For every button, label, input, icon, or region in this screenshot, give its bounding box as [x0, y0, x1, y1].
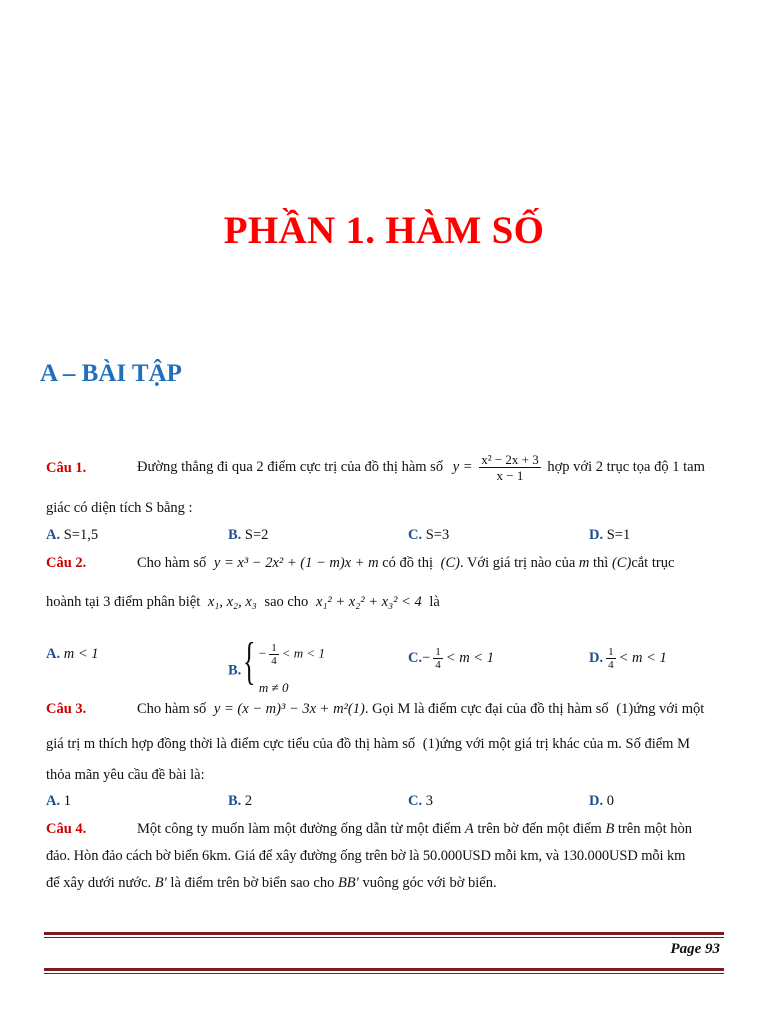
- q1-frac-num: x² − 2x + 3: [481, 452, 539, 467]
- q1-text-before: Đường thẳng đi qua 2 điểm cực trị của đồ thị hàm số: [137, 458, 444, 475]
- q1-option-a: A. S=1,5: [46, 527, 99, 543]
- section-title: A – BÀI TẬP: [40, 360, 182, 387]
- footer-rule-top-thin: [44, 937, 724, 938]
- q3-line2: giá trị m thích hợp đồng thời là điểm cực tiểu của đồ thị hàm số (1)ứng với một giá trị khác của m. Số điểm M: [46, 736, 690, 752]
- q3-line1: Cho hàm số y = (x − m)³ − 3x + m²(1). Gọi M là điểm cực đại của đồ thị hàm số (1)ứng với một: [137, 701, 705, 717]
- q1-option-b: B. S=2: [228, 527, 269, 543]
- q1-fraction: [479, 452, 541, 483]
- q3-label: Câu 3.: [46, 701, 87, 717]
- q2-function: y = x³ − 2x² + (1 − m)x + m: [213, 555, 379, 571]
- q2-b-brace: {: [242, 633, 256, 690]
- page-number: Page 93: [670, 941, 720, 957]
- q1-option-d: D. S=1: [589, 527, 631, 543]
- q3-option-b: B. 2: [228, 793, 253, 809]
- q2-vars: x₁, x₂, x₃: [207, 594, 257, 610]
- footer-rule-bottom: [44, 968, 724, 971]
- q2-option-d: D. $\frac{1}{4}$ < m < 1: [589, 646, 667, 671]
- part-title: PHẦN 1. HÀM SỐ: [223, 209, 545, 252]
- q3-line3: thỏa mãn yêu cầu đề bài là:: [46, 767, 205, 783]
- q4-line2: đảo. Hòn đảo cách bờ biển 6km. Giá để xây đường ống trên bờ là 50.000USD mỗi km, và 130.000USD mỗi km: [46, 848, 686, 864]
- q1-option-c: C. S=3: [408, 527, 450, 543]
- q4-line1: Một công ty muốn làm một đường ống dẫn từ một điểm A trên bờ đến một điểm B trên một hòn: [137, 821, 693, 837]
- q2-line2: hoành tại 3 điểm phân biệt x₁, x₂, x₃ sao cho x₁² + x₂² + x₃² < 4 là: [46, 594, 440, 610]
- q3-option-d: D. 0: [589, 793, 614, 809]
- q3-option-c: C. 3: [408, 793, 433, 809]
- q2-option-c: C.− $\frac{1}{4}$ < m < 1: [408, 646, 494, 671]
- footer-rule-bottom-thin: [44, 973, 724, 974]
- q1-label: Câu 1.: [46, 460, 87, 476]
- q2-condition: x₁² + x₂² + x₃² < 4: [315, 594, 422, 610]
- footer-rule-top: [44, 932, 724, 935]
- q1-line1: [137, 452, 705, 483]
- q1-y-eq: y =: [452, 458, 473, 475]
- q1-frac-den: x − 1: [496, 468, 524, 483]
- q2-option-b: B. { − $\frac{1}{4}$ < m < 1 m ≠ 0: [228, 633, 325, 695]
- q3-function: y = (x − m)³ − 3x + m²(1): [213, 701, 365, 717]
- q2-label: Câu 2.: [46, 555, 87, 571]
- q1-text-after: hợp với 2 trục tọa độ 1 tam: [547, 458, 705, 475]
- q2-line1: Cho hàm số y = x³ − 2x² + (1 − m)x + m có đồ thị (C). Với giá trị nào của m thì (C)cắt trục: [137, 555, 675, 571]
- q3-option-a: A. 1: [46, 793, 71, 809]
- q4-label: Câu 4.: [46, 821, 87, 837]
- q2-option-a: A. m < 1: [46, 646, 99, 662]
- q1-line2: giác có diện tích S bằng :: [46, 500, 193, 516]
- q4-line3: để xây dưới nước. B′ là điểm trên bờ biển sao cho BB′ vuông góc với bờ biển.: [46, 875, 497, 891]
